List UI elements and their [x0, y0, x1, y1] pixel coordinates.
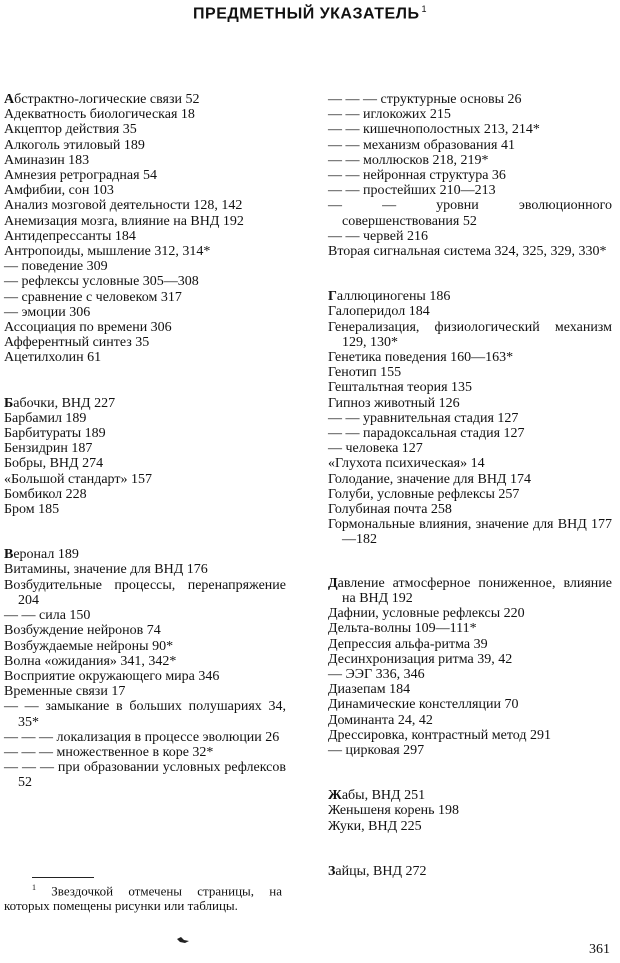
title-text: ПРЕДМЕТНЫЙ УКАЗАТЕЛЬ [193, 5, 420, 23]
entry-initial-letter: Д [328, 575, 338, 591]
index-entry [328, 183, 612, 198]
entry-initial-letter: Б [4, 395, 14, 411]
entry-text: Временные связи 17 [4, 684, 126, 700]
index-entry [328, 487, 612, 502]
entry-text: Генерализация, физиологический механизм 129, 130* [328, 319, 612, 350]
entry-text: — поведение 309 [4, 259, 108, 275]
page-number: 361 [589, 942, 610, 957]
entry-initial-letter: Г [328, 289, 337, 305]
entry-text: еронал 189 [13, 547, 79, 563]
index-entry [4, 244, 286, 259]
entry-text: Галоперидол 184 [328, 304, 430, 320]
index-entry [328, 380, 612, 395]
entry-text: Дрессировка, контрастный метод 291 [328, 727, 551, 743]
index-entry [328, 244, 612, 259]
entry-text: — — простейших 210—213 [328, 183, 496, 199]
entry-text: Голодание, значение для ВНД 174 [328, 471, 531, 487]
entry-initial-letter: А [4, 92, 15, 107]
index-entry [4, 168, 286, 183]
entry-text: Ассоциация по времени 306 [4, 320, 172, 336]
page-title [0, 4, 620, 23]
entry-text: Диазепам 184 [328, 682, 411, 698]
index-column-right [328, 92, 612, 879]
index-entry [4, 441, 286, 456]
index-entry [4, 578, 286, 608]
entry-text: Гештальтная теория 135 [328, 380, 473, 396]
index-entry [328, 682, 612, 697]
entry-text: — — механизм образования 41 [328, 137, 515, 153]
index-entry [4, 92, 286, 107]
entry-text: Аминазин 183 [4, 152, 90, 168]
entry-text: Жуки, ВНД 225 [328, 818, 422, 834]
entry-text: Бомбикол 228 [4, 486, 87, 502]
index-entry [328, 637, 612, 652]
index-entry [328, 456, 612, 471]
entry-text: — — — множественное в коре 32* [4, 744, 214, 760]
entry-text: «Глухота психическая» 14 [328, 456, 485, 472]
index-entry [4, 183, 286, 198]
index-entry [328, 517, 612, 547]
entry-text: «Большой стандарт» 157 [4, 471, 152, 487]
index-entry [4, 608, 286, 623]
entry-text: Вторая сигнальная система 324, 325, 329, 330* [328, 244, 607, 260]
entry-text: Генотип 155 [328, 365, 402, 381]
entry-text: Бобры, ВНД 274 [4, 456, 104, 472]
entry-text: — эмоции 306 [4, 304, 91, 320]
index-entry [328, 652, 612, 667]
index-entry [328, 92, 612, 107]
index-entry [4, 305, 286, 320]
index-entry [328, 426, 612, 441]
index-entry [4, 198, 286, 213]
entry-text: — сравнение с человеком 317 [4, 289, 182, 305]
entry-text: — — сила 150 [4, 608, 91, 624]
index-entry [328, 864, 612, 879]
entry-text: Десинхронизация ритма 39, 42 [328, 651, 513, 667]
entry-text: айцы, ВНД 272 [335, 863, 427, 879]
index-entry [328, 606, 612, 621]
title-footnote-marker: 1 [421, 4, 427, 14]
index-entry [328, 819, 612, 834]
entry-text: Женьшеня корень 198 [328, 803, 460, 819]
entry-text: Волна «ожидания» 341, 342* [4, 653, 177, 669]
entry-text: Генетика поведения 160—163* [328, 350, 514, 366]
entry-text: Динамические констелляции 70 [328, 697, 519, 713]
index-entry [4, 654, 286, 669]
index-entry [4, 684, 286, 699]
entry-text: Восприятие окружающего мира 346 [4, 668, 220, 684]
index-entry [4, 562, 286, 577]
footnote-text: Звездочкой отмечены страницы, на которых помещены рисунки или таблицы. [4, 883, 283, 914]
entry-text: Голуби, условные рефлексы 257 [328, 486, 520, 502]
index-entry [328, 667, 612, 682]
entry-text: авление атмосферное пониженное, влияние на ВНД 192 [337, 575, 612, 606]
index-entry [4, 502, 286, 517]
index-entry [328, 153, 612, 168]
entry-text: аллюциногены 186 [336, 289, 451, 305]
entry-initial-letter: Ж [328, 788, 342, 804]
index-entry [4, 229, 286, 244]
index-entry [4, 760, 286, 790]
index-entry [4, 426, 286, 441]
index-entry [4, 396, 286, 411]
index-entry [328, 441, 612, 456]
entry-text: Барбамил 189 [4, 410, 87, 426]
index-entry [328, 713, 612, 728]
index-entry [4, 730, 286, 745]
index-entry [4, 472, 286, 487]
index-column-left [4, 92, 286, 791]
entry-text: Анемизация мозга, влияние на ВНД 192 [4, 213, 244, 229]
entry-text: Анализ мозговой деятельности 128, 142 [4, 198, 243, 214]
index-entry [328, 576, 612, 606]
entry-text: Дафнии, условные рефлексы 220 [328, 606, 525, 622]
index-entry [4, 487, 286, 502]
index-entry [328, 122, 612, 137]
entry-text: Голубиная почта 258 [328, 502, 452, 518]
index-entry [4, 669, 286, 684]
entry-text: Амнезия ретроградная 54 [4, 168, 158, 184]
entry-text: Афферентный синтез 35 [4, 335, 150, 351]
entry-text: Возбуждаемые нейроны 90* [4, 638, 174, 654]
entry-text: — — — локализация в процессе эволюции 26 [4, 729, 280, 745]
entry-text: абы, ВНД 251 [341, 788, 426, 804]
index-entry [4, 623, 286, 638]
entry-text: абочки, ВНД 227 [13, 395, 116, 411]
index-entry [4, 274, 286, 289]
entry-text: — цирковая 297 [328, 742, 425, 758]
entry-text: бстрактно-логические связи 52 [14, 92, 200, 107]
entry-text: Акцептор действия 35 [4, 122, 137, 138]
entry-text: — — уравнительная стадия 127 [328, 410, 519, 426]
entry-text: — — уровни эволюционного совершенствования 52 [328, 198, 612, 229]
index-entry [328, 411, 612, 426]
entry-text: Ацетилхолин 61 [4, 350, 102, 366]
entry-text: Антропоиды, мышление 312, 314* [4, 244, 211, 260]
entry-text: Доминанта 24, 42 [328, 712, 433, 728]
index-entry [328, 304, 612, 319]
index-entry [4, 138, 286, 153]
index-entry [4, 745, 286, 760]
entry-text: Возбудительные процессы, перенапряжение 204 [4, 577, 286, 608]
entry-text: Депрессия альфа-ритма 39 [328, 636, 488, 652]
entry-initial-letter: В [4, 547, 14, 563]
index-entry [328, 788, 612, 803]
entry-text: Амфибии, сон 103 [4, 183, 114, 199]
index-entry [4, 456, 286, 471]
index-entry [4, 547, 286, 562]
index-entry [328, 472, 612, 487]
entry-text: — — замыкание в больших полушариях 34, 35* [4, 699, 286, 730]
entry-text: — — — при образовании условных рефлексов 52 [4, 760, 286, 791]
ink-blot-mark [176, 936, 190, 944]
entry-text: — человека 127 [328, 441, 423, 457]
entry-text: Гормональные влияния, значение для ВНД 177—182 [328, 517, 612, 548]
index-entry [328, 289, 612, 304]
entry-text: — — кишечнополостных 213, 214* [328, 122, 540, 138]
index-entry [4, 259, 286, 274]
entry-text: — — моллюсков 218, 219* [328, 152, 489, 168]
index-entry [328, 138, 612, 153]
index-entry [328, 803, 612, 818]
index-entry [328, 350, 612, 365]
index-entry [328, 697, 612, 712]
entry-text: Антидепрессанты 184 [4, 228, 136, 244]
index-entry [4, 320, 286, 335]
entry-initial-letter: З [328, 863, 336, 879]
entry-text: — — парадоксальная стадия 127 [328, 426, 525, 442]
index-entry [328, 198, 612, 228]
index-entry [4, 107, 286, 122]
index-entry [328, 320, 612, 350]
entry-text: Барбитураты 189 [4, 426, 106, 442]
entry-text: Гипноз животный 126 [328, 395, 460, 411]
index-entry [4, 214, 286, 229]
index-entry [328, 621, 612, 636]
footnote [4, 880, 282, 913]
entry-text: — ЭЭГ 336, 346 [328, 666, 425, 682]
index-entry [4, 411, 286, 426]
entry-text: Алкоголь этиловый 189 [4, 137, 145, 153]
entry-text: — — иглокожих 215 [328, 107, 451, 123]
entry-text: Дельта-волны 109—111* [328, 621, 477, 637]
index-entry [4, 699, 286, 729]
index-entry [4, 122, 286, 137]
entry-text: Возбуждение нейронов 74 [4, 623, 161, 639]
footnote-divider [32, 877, 94, 878]
footnote-marker: 1 [32, 883, 36, 892]
entry-text: Бром 185 [4, 502, 60, 518]
entry-text: Бензидрин 187 [4, 441, 93, 457]
index-entry [328, 728, 612, 743]
entry-text: — — нейронная структура 36 [328, 168, 506, 184]
index-entry [4, 153, 286, 168]
index-entry [328, 168, 612, 183]
entry-text: Адекватность биологическая 18 [4, 107, 195, 123]
entry-text: — — червей 216 [328, 228, 428, 244]
index-entry [328, 365, 612, 380]
entry-text: Витамины, значение для ВНД 176 [4, 562, 208, 578]
entry-text: — — — структурные основы 26 [328, 92, 522, 107]
index-entry [328, 229, 612, 244]
index-entry [4, 350, 286, 365]
index-entry [4, 290, 286, 305]
index-entry [328, 502, 612, 517]
entry-text: — рефлексы условные 305—308 [4, 274, 199, 290]
index-entry [328, 743, 612, 758]
index-entry [328, 107, 612, 122]
index-entry [328, 396, 612, 411]
index-entry [4, 335, 286, 350]
index-entry [4, 639, 286, 654]
